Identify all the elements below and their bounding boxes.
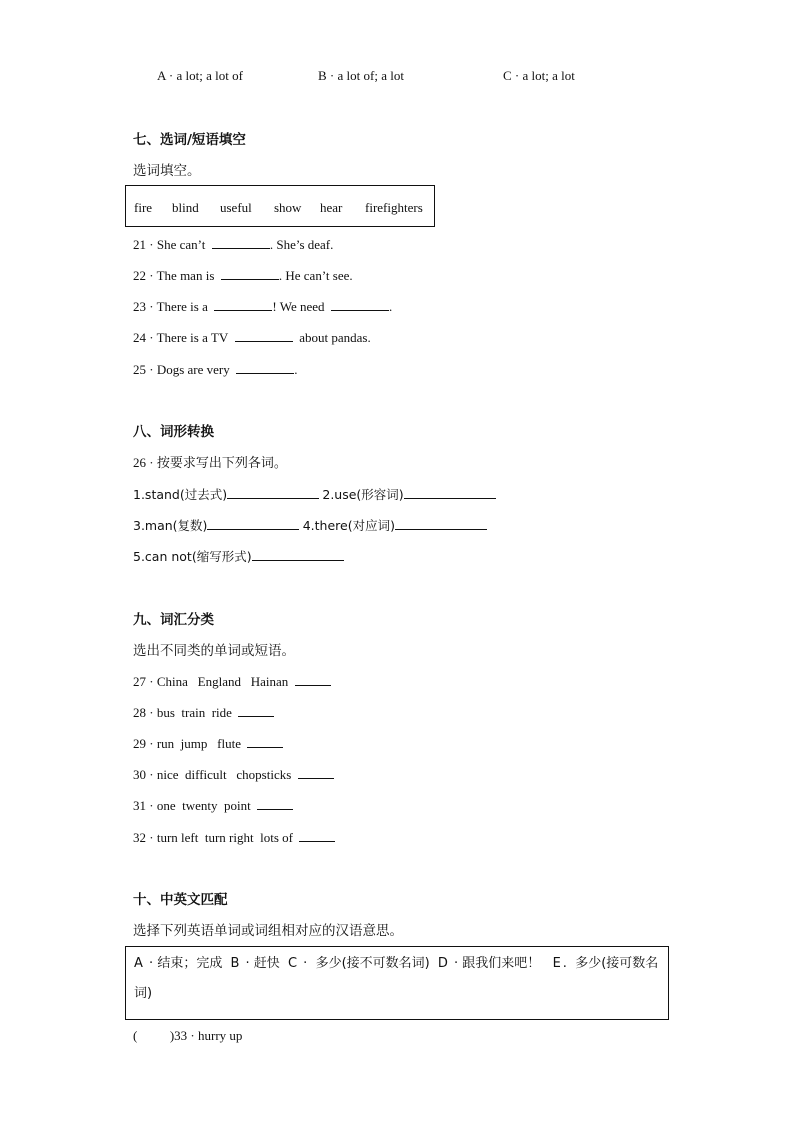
answer-paren[interactable]: ( ) — [133, 1028, 175, 1043]
answer-blank[interactable] — [236, 361, 294, 374]
matching-options-box — [125, 946, 669, 1020]
answer-blank[interactable] — [221, 267, 279, 280]
match-option-c: C · 多少(接不可数名词) — [287, 956, 430, 971]
question-21: 21 · She can’t . She’s deaf. — [133, 237, 334, 252]
answer-blank[interactable] — [252, 548, 344, 561]
answer-blank[interactable] — [298, 766, 334, 779]
match-option-d: D · 跟我们来吧！ — [437, 956, 541, 971]
answer-blank[interactable] — [212, 236, 270, 249]
answer-blank[interactable] — [395, 517, 487, 530]
answer-blank[interactable] — [238, 704, 274, 717]
answer-blank[interactable] — [214, 298, 272, 311]
question-28: 28 · bus train ride — [133, 704, 274, 721]
word-bank-box — [125, 185, 435, 227]
word-form-row-3: 5.can not(缩写形式) — [133, 547, 344, 565]
word-form-row-2: 3.man(复数) 4.there(对应词) — [133, 516, 487, 534]
answer-blank[interactable] — [207, 517, 299, 530]
answer-blank[interactable] — [404, 486, 496, 499]
match-option-e: E . 多少(接可数名词) — [134, 956, 659, 1001]
answer-blank[interactable] — [235, 329, 293, 342]
mc-options-row — [0, 68, 794, 86]
section-10-instruction: 选择下列英语单词或词组相对应的汉语意思。 — [133, 923, 403, 939]
section-7-heading: 七、选词/短语填空 — [133, 132, 246, 148]
answer-blank[interactable] — [331, 298, 389, 311]
answer-blank[interactable] — [299, 829, 335, 842]
mc-option-a: A · a lot; a lot of — [157, 68, 243, 83]
answer-blank[interactable] — [295, 673, 331, 686]
mc-option-c: C · a lot; a lot — [503, 68, 575, 83]
answer-blank[interactable] — [247, 735, 283, 748]
question-23: 23 · There is a ! We need . — [133, 299, 393, 314]
section-9-instruction: 选出不同类的单词或短语。 — [133, 643, 295, 659]
question-24: 24 · There is a TV about pandas. — [133, 330, 371, 345]
section-8-heading: 八、词形转换 — [133, 424, 214, 440]
section-9-heading: 九、词汇分类 — [133, 612, 214, 628]
word-bank-item: show — [274, 200, 302, 215]
word-bank-item: blind — [172, 200, 199, 215]
word-form-row-1: 1.stand(过去式) 2.use(形容词) — [133, 485, 496, 503]
mc-option-b: B · a lot of; a lot — [318, 68, 404, 83]
question-26: 26 · 按要求写出下列各词。 — [133, 455, 287, 471]
question-25: 25 · Dogs are very . — [133, 362, 298, 377]
match-option-a: A · 结束；完成 — [134, 956, 223, 971]
answer-blank[interactable] — [257, 797, 293, 810]
question-30: 30 · nice difficult chopsticks — [133, 766, 334, 783]
question-32: 32 · turn left turn right lots of — [133, 829, 335, 846]
question-22: 22 · The man is . He can’t see. — [133, 268, 353, 283]
word-bank-item: hear — [320, 200, 343, 215]
answer-blank[interactable] — [227, 486, 319, 499]
word-bank-item: firefighters — [365, 200, 423, 215]
question-29: 29 · run jump flute — [133, 735, 283, 752]
word-bank-item: fire — [134, 200, 153, 215]
word-bank-item: useful — [220, 200, 252, 215]
section-7-instruction: 选词填空。 — [133, 163, 201, 179]
question-31: 31 · one twenty point — [133, 797, 293, 814]
question-33: ( )33 · hurry up — [133, 1028, 243, 1043]
question-27: 27 · China England Hainan — [133, 673, 331, 690]
section-10-heading: 十、中英文匹配 — [133, 892, 228, 908]
match-option-b: B · 赶快 — [230, 956, 280, 971]
